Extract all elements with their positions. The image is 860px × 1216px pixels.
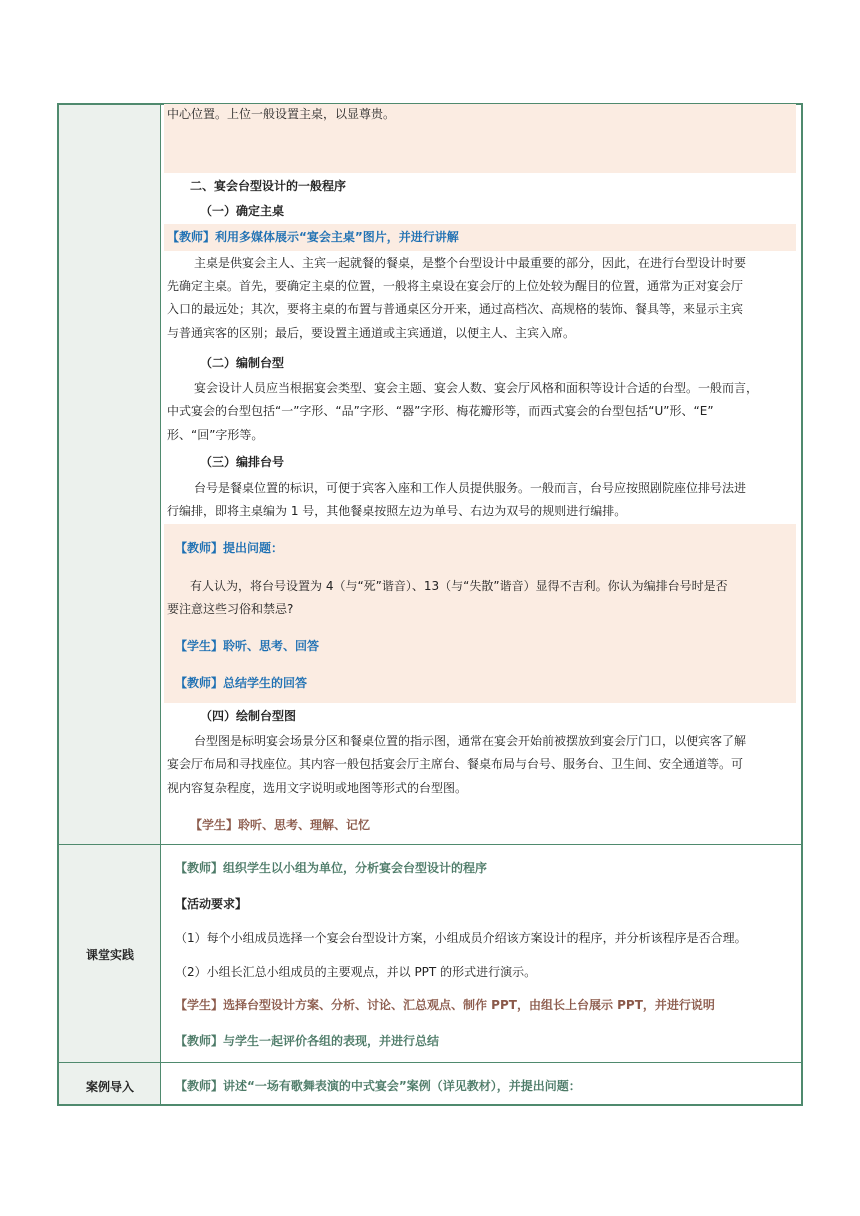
teacher-summary: 【教师】总结学生的回答 [175,676,308,690]
row-divider-case [59,1062,801,1063]
row-divider-practice [59,844,801,845]
step3-line: 行编排，即将主桌编为 1 号，其他餐桌按照左边为单号、右边为双号的规则进行编排。 [167,504,627,518]
practice-teacher-organize: 【教师】组织学生以小组为单位，分析宴会台型设计的程序 [175,861,488,875]
step3-line: 台号是餐桌位置的标识，可便于宾客入座和工作人员提供服务。一般而言，台号应按照剧院座位排号法进 [194,481,747,495]
section-title: 二、宴会台型设计的一般程序 [190,179,347,193]
top-continuation-text: 中心位置。上位一般设置主桌，以显尊贵。 [167,107,396,121]
step1-line: 主桌是供宴会主人、主宾一起就餐的餐桌，是整个台型设计中最重要的部分，因此，在进行台型设计时要 [194,256,747,270]
practice-student-task: 【学生】选择台型设计方案、分析、讨论、汇总观点、制作 PPT，由组长上台展示 PPT，并进行说明 [175,998,715,1012]
step1-line: 先确定主桌。首先，要确定主桌的位置，一般将主桌设在宴会厅的上位处较为醒目的位置，通常为正对宴会厅 [167,279,744,293]
step4-line: 视内容复杂程度，选用文字说明或地图等形式的台型图。 [167,781,468,795]
teacher-media-note: 【教师】利用多媒体展示“宴会主桌”图片，并进行讲解 [167,230,459,244]
step2-line: 宴会设计人员应当根据宴会类型、宴会主题、宴会人数、宴会厅风格和面积等设计合适的台型。一般而言， [194,381,759,395]
question-line: 有人认为，将台号设置为 4（与“死”谐音）、13（与“失散”谐音）显得不吉利。你认为编排台号时是否 [190,579,728,593]
student-listen-note: 【学生】聆听、思考、理解、记忆 [190,818,371,832]
step2-line: 中式宴会的台型包括“一”字形、“品”字形、“器”字形、梅花瓣形等，而西式宴会的台型包括“U”形、“E” [167,404,714,418]
student-answer: 【学生】聆听、思考、回答 [175,639,320,653]
question-label: 【教师】提出问题： [175,541,284,555]
requirement-2: （2）小组长汇总小组成员的主要观点，并以 PPT 的形式进行演示。 [175,965,537,979]
activity-requirements-title: 【活动要求】 [175,897,248,911]
step1-line: 入口的最远处；其次，要将主桌的布置与普通桌区分开来，通过高档次、高规格的装饰、餐具等，来显示主宾 [167,302,744,316]
step2-line: 形、“回”字形等。 [167,428,264,442]
step2-title: （二）编制台型 [200,356,285,370]
question-line: 要注意这些习俗和禁忌? [167,602,294,616]
step4-title: （四）绘制台型图 [200,709,297,723]
step4-line: 台型图是标明宴会场景分区和餐桌位置的指示图，通常在宴会开始前被摆放到宴会厅门口，以便宾客了解 [194,734,747,748]
step3-title: （三）编排台号 [200,455,285,469]
requirement-1: （1）每个小组成员选择一个宴会台型设计方案，小组成员介绍该方案设计的程序，并分析该程序是否合理。 [175,931,747,945]
practice-teacher-evaluate: 【教师】与学生一起评价各组的表现，并进行总结 [175,1034,440,1048]
case-label: 案例导入 [85,1080,134,1094]
step4-line: 宴会厅布局和寻找座位。其内容一般包括宴会厅主席台、餐桌布局与台号、服务台、卫生间、安全通道等。可 [167,757,744,771]
case-teacher-text: 【教师】讲述“一场有歌舞表演的中式宴会”案例（详见教材），并提出问题： [175,1079,581,1093]
step1-title: （一）确定主桌 [200,204,285,218]
practice-label: 课堂实践 [85,948,134,962]
step1-line: 与普通宾客的区别；最后，要设置主通道或主宾通道，以便主人、主宾入席。 [167,326,576,340]
